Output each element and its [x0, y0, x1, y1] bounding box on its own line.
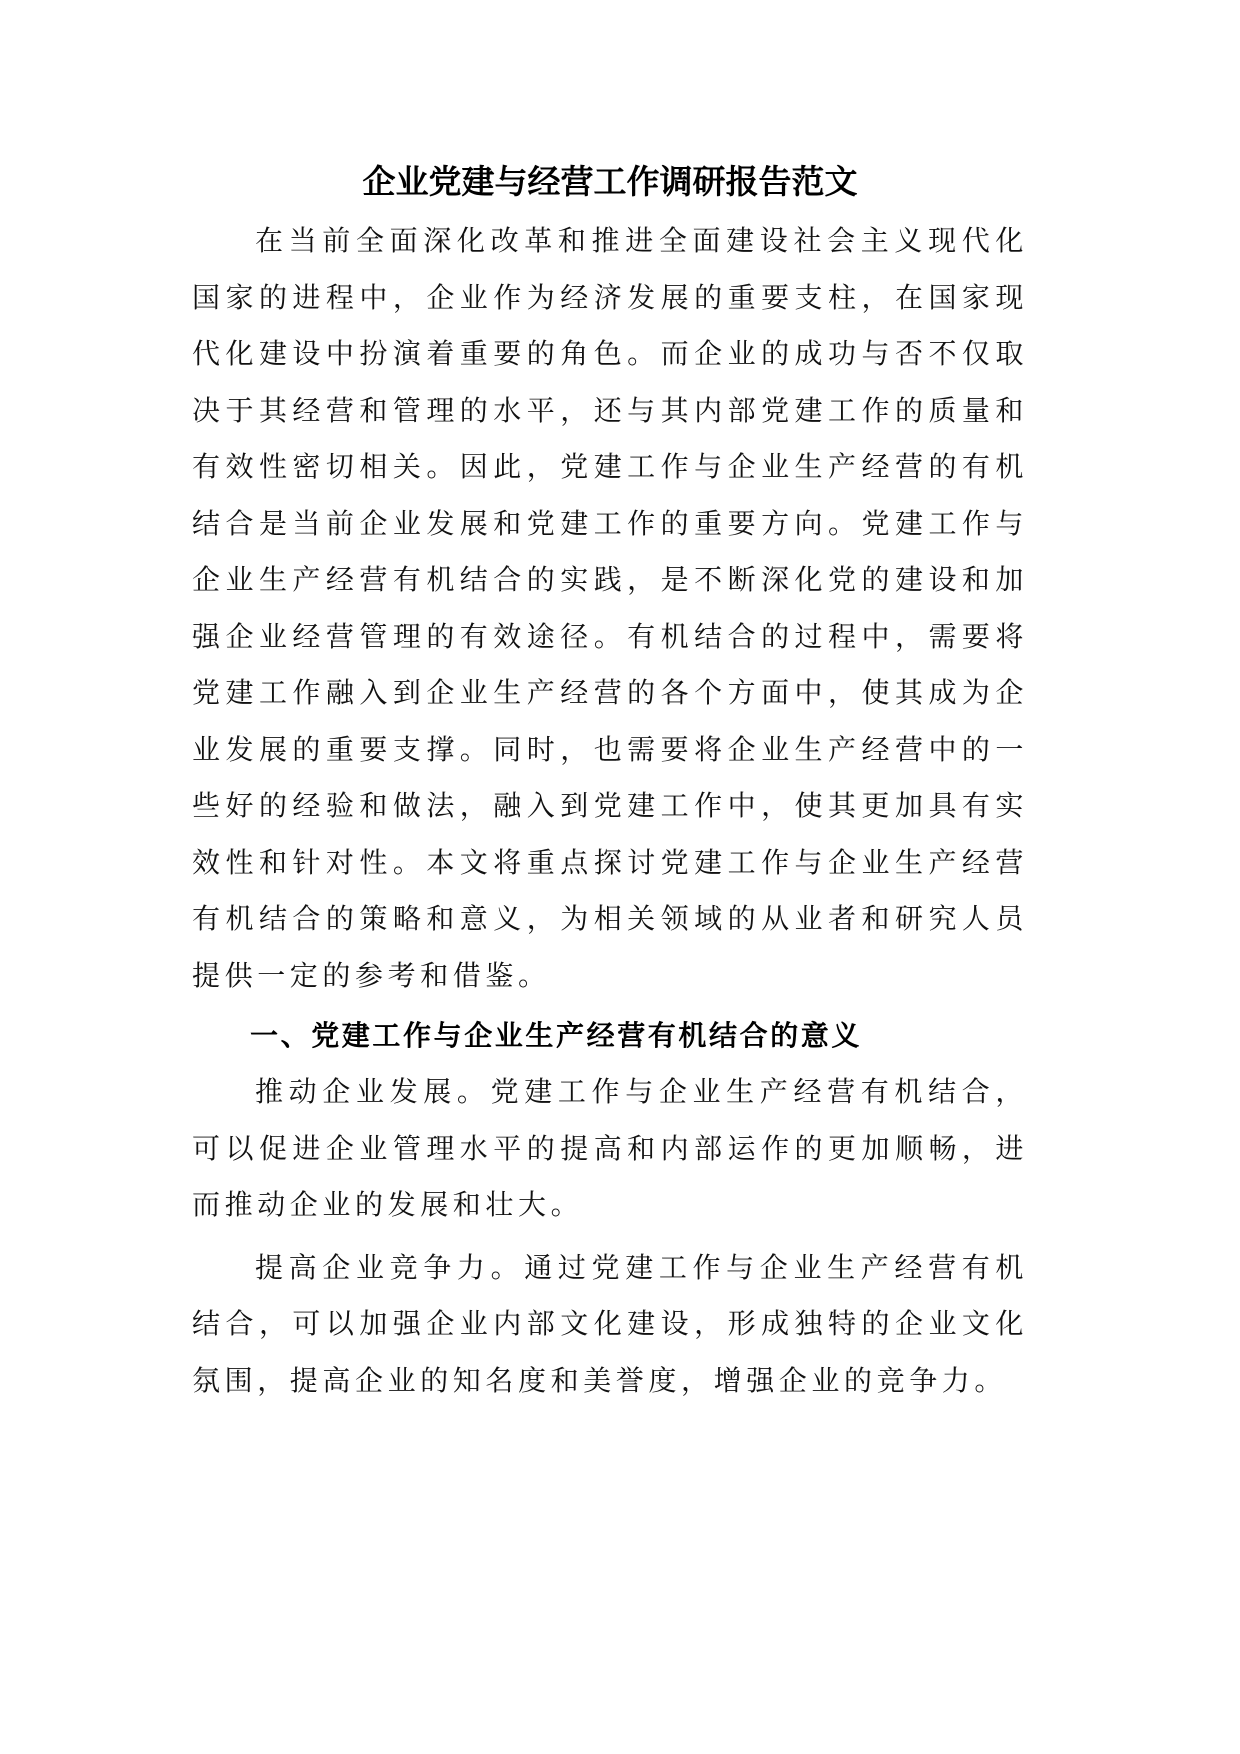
document-body [192, 155, 1028, 1409]
section-paragraph-1: 推动企业发展。党建工作与企业生产经营有机结合，可以促进企业管理水平的提高和内部运作的更加顺畅，进而推动企业的发展和壮大。 [192, 1075, 1028, 1221]
document-title: 企业党建与经营工作调研报告范文 [362, 162, 858, 201]
section-paragraph-2: 提高企业竞争力。通过党建工作与企业生产经营有机结合，可以加强企业内部文化建设，形成独特的企业文化氛围，提高企业的知名度和美誉度，增强企业的竞争力。 [192, 1250, 1028, 1397]
intro-paragraph: 在当前全面深化改革和推进全面建设社会主义现代化国家的进程中，企业作为经济发展的重要支柱，在国家现代化建设中扮演着重要的角色。而企业的成功与否不仅取决于其经营和管理的水平，还与其内部党建工作的质量和有效性密切相关。因此，党建工作与企业生产经营的有机结合是当前企业发展和党建工作的重要方向。党建工作与企业生产经营有机结合的实践，是不断深化党的建设和加强企业经营管理的有效途径。有机结合的过程中，需要将党建工作融入到企业生产经营的各个方面中，使其成为企业发展的重要支撑。同时，也需要将企业生产经营中的一些好的经验和做法，融入到党建工作中，使其更加具有实效性和针对性。本文将重点探讨党建工作与企业生产经营有机结合的策略和意义，为相关领域的从业者和研究人员提供一定的参考和借鉴。 [192, 224, 1028, 992]
section-heading: 一、党建工作与企业生产经营有机结合的意义 [250, 1019, 863, 1052]
